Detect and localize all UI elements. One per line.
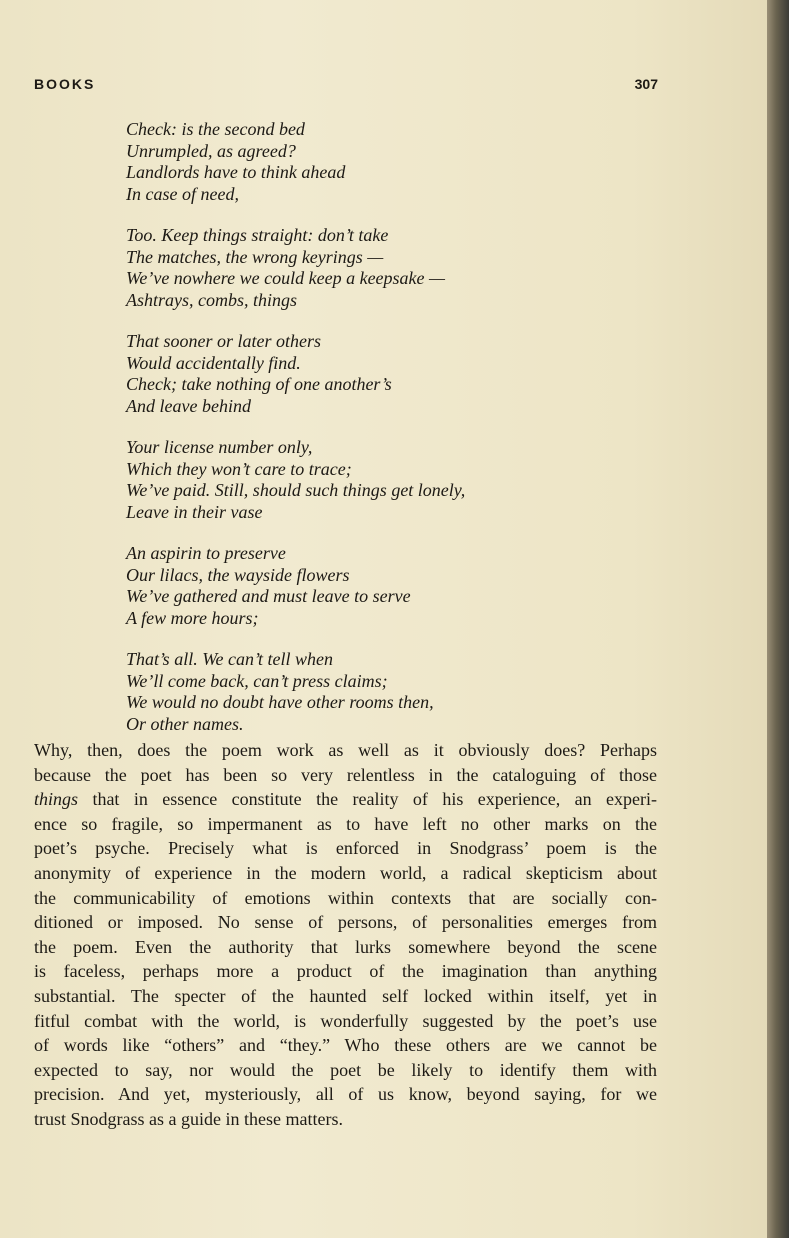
prose-line [34, 1082, 657, 1107]
poem-stanza [126, 225, 646, 311]
poem-line: Our lilacs, the wayside flowers [126, 564, 350, 585]
prose-line [34, 763, 657, 788]
poem-line: Too. Keep things straight: don’t take [126, 225, 389, 245]
poem-stanza [126, 543, 646, 629]
prose-line [34, 1058, 657, 1083]
poem-line: We would no doubt have other rooms then, [126, 692, 434, 712]
prose-text: trust Snodgrass as a guide in these matters. [34, 1108, 343, 1129]
poem-line: An aspirin to preserve [126, 543, 286, 563]
poem-line: Landlords have to think ahead [126, 162, 346, 182]
prose-text: Why, then, does the poem work as well as it obviously does? Perhaps [34, 740, 657, 760]
poem-line: That’s all. We can’t tell when [126, 649, 333, 669]
running-head: BOOKS [34, 76, 96, 92]
prose-line [34, 984, 657, 1009]
prose-line [34, 787, 657, 812]
poem-line: Leave in their vase [126, 501, 263, 522]
poem-line: Check: is the second bed [126, 119, 305, 139]
prose-line [34, 910, 657, 935]
prose-line [34, 935, 657, 960]
poem-excerpt [126, 119, 646, 755]
prose-text: is faceless, perhaps more a product of the imagination than anything [34, 961, 657, 982]
prose-text: the poem. Even the authority that lurks somewhere beyond the scene [34, 936, 657, 957]
poem-line: We’ve paid. Still, should such things get lonely, [126, 480, 466, 500]
poem-line: Or other names. [126, 713, 244, 734]
poem-line: A few more hours; [126, 607, 259, 628]
prose-line [34, 959, 657, 984]
prose-line [34, 861, 657, 886]
prose-line [34, 738, 657, 763]
prose-text: expected to say, nor would the poet be likely to identify them with [34, 1059, 657, 1080]
prose-text: ence so fragile, so impermanent as to have left no other marks on the [34, 813, 657, 834]
poem-line: Unrumpled, as agreed? [126, 140, 296, 161]
poem-line: The matches, the wrong keyrings — [126, 246, 384, 267]
poem-line: We’ve gathered and must leave to serve [126, 586, 411, 606]
commentary-paragraph [34, 738, 657, 1132]
page-number: 307 [634, 76, 658, 92]
prose-line [34, 1107, 657, 1132]
prose-line [34, 812, 657, 837]
prose-line [34, 1009, 657, 1034]
prose-emphasis: things [34, 789, 79, 810]
poem-stanza [126, 331, 646, 417]
poem-stanza [126, 119, 646, 205]
book-spine-edge [767, 0, 789, 1238]
prose-line [34, 1033, 657, 1058]
poem-line: Check; take nothing of one another’s [126, 374, 392, 394]
poem-line: Would accidentally find. [126, 352, 301, 373]
prose-text: ditioned or imposed. No sense of persons, of personalities emerges from [34, 912, 657, 933]
poem-line: Your license number only, [126, 437, 313, 457]
poem-line: That sooner or later others [126, 331, 322, 351]
prose-text: substantial. The specter of the haunted self locked within itself, yet in [34, 985, 657, 1006]
poem-line: And leave behind [126, 395, 251, 416]
prose-text: of words like “others” and “they.” Who these others are we cannot be [34, 1035, 657, 1056]
prose-text: that in essence constitute the reality of his experience, an experi- [78, 789, 657, 810]
prose-text: because the poet has been so very relentless in the cataloguing of those [34, 764, 657, 785]
poem-stanza [126, 649, 646, 735]
poem-line: Which they won’t care to trace; [126, 458, 352, 479]
prose-text: anonymity of experience in the modern world, a radical skepticism about [34, 862, 657, 883]
prose-text: fitful combat with the world, is wonderfully suggested by the poet’s use [34, 1010, 657, 1031]
poem-line: In case of need, [126, 183, 239, 204]
prose-text: poet’s psyche. Precisely what is enforced in Snodgrass’ poem is the [34, 838, 657, 859]
poem-stanza [126, 437, 646, 523]
prose-line [34, 886, 657, 911]
poem-line: We’ve nowhere we could keep a keepsake — [126, 268, 446, 288]
poem-line: Ashtrays, combs, things [126, 289, 297, 310]
prose-text: the communicability of emotions within contexts that are socially con- [34, 887, 657, 908]
prose-text: precision. And yet, mysteriously, all of us know, beyond saying, for we [34, 1084, 657, 1105]
prose-line [34, 836, 657, 861]
page-header [34, 74, 658, 98]
poem-line: We’ll come back, can’t press claims; [126, 670, 388, 691]
